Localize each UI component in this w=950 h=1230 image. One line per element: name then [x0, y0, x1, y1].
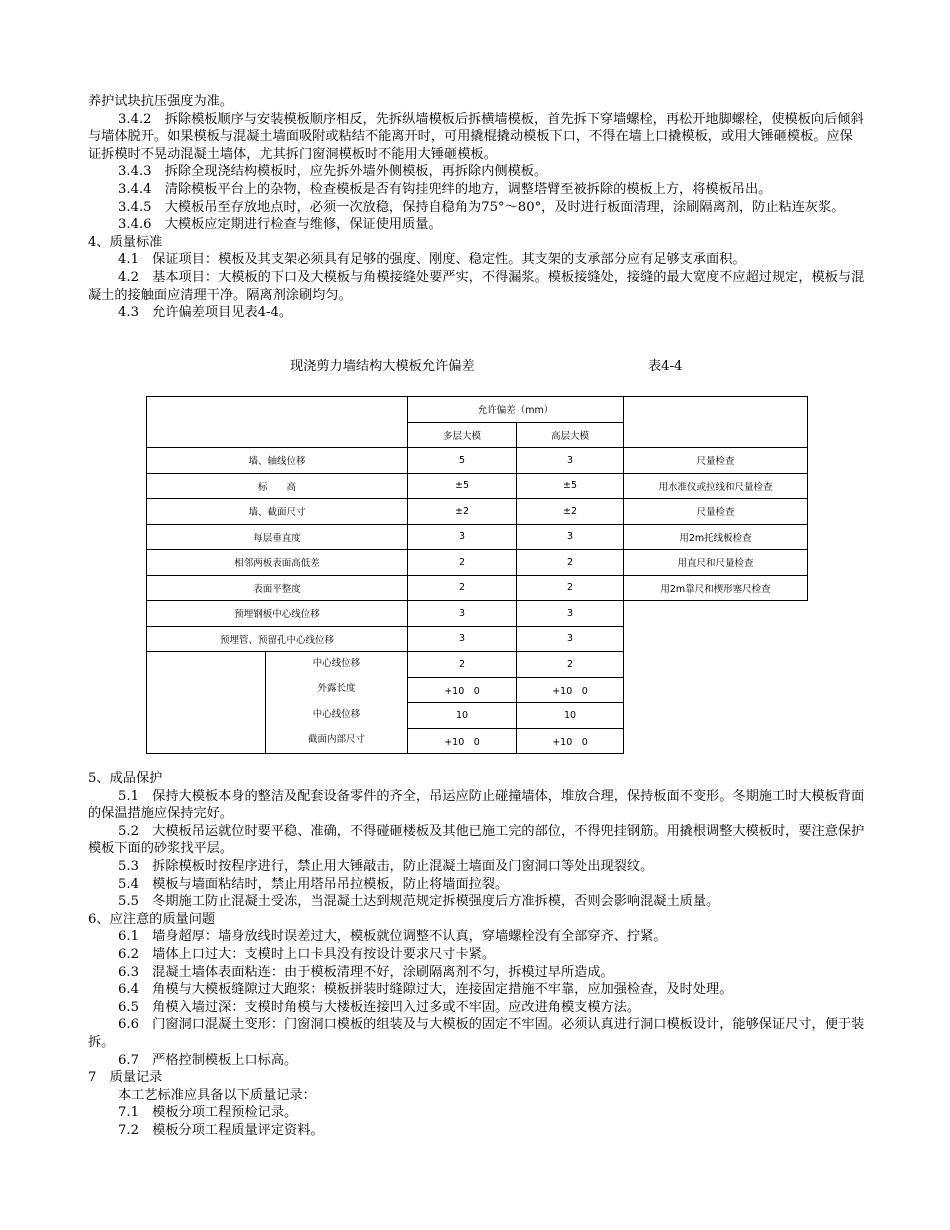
- table-row: [147, 524, 808, 550]
- table-method-cell: 尺量检查: [624, 499, 808, 525]
- table-sub-spacer: [147, 728, 265, 753]
- table-sub-item-cell: [147, 677, 408, 703]
- table-blank-cell: [624, 728, 808, 754]
- after-paragraph: 5.4 模板与墙面粘结时，禁止用塔吊吊拉模板，防止将墙面拉裂。: [118, 876, 509, 892]
- table-multi-cell: 3: [408, 601, 517, 627]
- table-row: [147, 626, 808, 652]
- table-item-cell: 相邻两板表面高低差: [147, 550, 408, 576]
- table-caption: [290, 358, 710, 376]
- table-high-cell: ±2: [517, 499, 624, 525]
- before-paragraph: 3.4.3 拆除全现浇结构模板时，应先拆外墙外侧模板，再拆除内侧模板。: [118, 164, 548, 180]
- after-paragraph: 7.1 模板分项工程预检记录。: [118, 1105, 298, 1121]
- table-sub-high-cell: +10 0: [517, 677, 624, 703]
- tolerance-table: [146, 396, 808, 754]
- table-high-cell: 3: [517, 601, 624, 627]
- table-sub-spacer: [147, 652, 265, 677]
- table-multi-cell: ±2: [408, 499, 517, 525]
- table-blank-cell: [624, 677, 808, 703]
- table-sub-row: [147, 677, 808, 703]
- table-multi-cell: ±5: [408, 473, 517, 499]
- table-method-cell: 用直尺和尺量检查: [624, 550, 808, 576]
- table-high-cell: 2: [517, 575, 624, 601]
- table-sub-multi-cell: +10 0: [408, 677, 517, 703]
- table-blank-cell: [624, 626, 808, 652]
- before-paragraph: 养护试块抗压强度为准。: [88, 94, 234, 109]
- after-paragraph: 6.2 墙体上口过大：支模时上口卡具没有按设计要求尺寸卡紧。: [118, 946, 496, 962]
- table-sub-item-cell: [147, 728, 408, 754]
- table-method-cell: 用2m靠尺和楔形塞尺检查: [624, 575, 808, 601]
- table-sub-item-label: 中心线位移: [265, 703, 407, 729]
- table-sub-row: [147, 652, 808, 678]
- table-row: [147, 473, 808, 499]
- table-high-cell: ±5: [517, 473, 624, 499]
- table-sub-multi-cell: 10: [408, 703, 517, 729]
- after-paragraph: 6、应注意的质量问题: [88, 911, 216, 927]
- section-before-table: [88, 93, 866, 322]
- table-sub-row: [147, 728, 808, 754]
- table-blank-cell: [624, 652, 808, 678]
- table-row: [147, 448, 808, 474]
- header-group-cell: 允许偏差（mm）: [408, 397, 624, 423]
- table-method-cell: 用2m托线板检查: [624, 524, 808, 550]
- table-caption-number: 表4-4: [648, 359, 683, 374]
- table-header-row-1: [147, 397, 808, 423]
- after-paragraph: 5、成品保护: [88, 771, 163, 786]
- after-paragraph: 本工艺标准应具备以下质量记录：: [118, 1087, 316, 1103]
- table-row: [147, 550, 808, 576]
- table-method-cell: 尺量检查: [624, 448, 808, 474]
- before-paragraph: 3.4.4 清除模板平台上的杂物，检查模板是否有钩挂兜绊的地方，调整塔臂至被拆除的模板上方，将模板吊出。: [118, 181, 772, 197]
- after-paragraph: 7.2 模板分项工程质量评定资料。: [118, 1122, 324, 1138]
- header-method-cell: [624, 397, 808, 448]
- after-paragraph: 5.3 拆除模板时按程序进行，禁止用大锤敲击，防止混凝土墙面及门窗洞口等处出现裂纹。: [118, 858, 654, 874]
- table-sub-multi-cell: 2: [408, 652, 517, 678]
- table-sub-high-cell: +10 0: [517, 728, 624, 754]
- before-paragraph: 4.2 基本项目：大模板的下口及大模板与角模接缝处要严实，不得漏浆。模板接缝处，接缝的最大宽度不应超过规定，模板与混凝土的接触面应清理干净。隔离剂涂刷均匀。: [88, 269, 865, 303]
- table-rows: [147, 448, 808, 754]
- table-sub-item-label: 外露长度: [265, 677, 407, 703]
- after-paragraph: 6.5 角模入墙过深：支模时角模与大楼板连接凹入过多或不牢固。应改进角模支模方法。: [118, 999, 641, 1015]
- before-paragraph: 3.4.2 拆除模板顺序与安装模板顺序相反，先拆纵墙模板后拆横墙模板，首先拆下穿墙螺栓，再松开地脚螺栓，使模板向后倾斜与墙体脱开。如果模板与混凝土墙面吸附或粘结不能离开时，可用撬棍撬动模板下口，不得在墙上口撬模板，或用大锤砸模板。应保证拆模时不晃动混凝土墙体，尤其拆门窗洞模板时不能用大锤砸模板。: [88, 111, 864, 162]
- table-sub-multi-cell: +10 0: [408, 728, 517, 754]
- after-paragraph: 6.3 混凝土墙体表面粘连：由于模板清理不好，涂刷隔离剂不匀，拆模过早所造成。: [118, 964, 614, 980]
- table-item-cell: 预埋钢板中心线位移: [147, 601, 408, 627]
- after-paragraph: 7 质量记录: [88, 1070, 163, 1086]
- before-paragraph: 4、质量标准: [88, 234, 163, 250]
- table-item-cell: 标 高: [147, 473, 408, 499]
- table-multi-cell: 2: [408, 550, 517, 576]
- table-sub-item-label: 截面内部尺寸: [265, 728, 407, 753]
- after-paragraph: 6.1 墙身超厚：墙身放线时误差过大，模板就位调整不认真，穿墙螺栓没有全部穿齐、拧紧。: [118, 929, 667, 945]
- before-paragraph: 4.1 保证项目：模板及其支架必须具有足够的强度、刚度、稳定性。其支架的支承部分应有足够支承面积。: [118, 252, 746, 268]
- before-paragraph: 3.4.5 大模板吊至存放地点时，必须一次放稳，保持自稳角为75°～80°，及时进行板面清理，涂刷隔离剂，防止粘连灰浆。: [118, 199, 845, 215]
- document-body: [88, 93, 866, 322]
- table-sub-spacer: [147, 677, 265, 703]
- before-paragraph: 4.3 允许偏差项目见表4-4。: [118, 305, 293, 321]
- table-multi-cell: 3: [408, 524, 517, 550]
- table-item-cell: 预埋管、预留孔中心线位移: [147, 626, 408, 652]
- table-sub-spacer: [147, 703, 265, 729]
- table-method-cell: 用水准仪或拉线和尺量检查: [624, 473, 808, 499]
- table-item-cell: 每层垂直度: [147, 524, 408, 550]
- header-multi-cell: 多层大模: [408, 422, 517, 448]
- table-sub-high-cell: 10: [517, 703, 624, 729]
- after-paragraph: 6.7 严格控制模板上口标高。: [118, 1052, 298, 1068]
- table-sub-row: [147, 703, 808, 729]
- header-high-cell: 高层大模: [517, 422, 624, 448]
- table-multi-cell: 2: [408, 575, 517, 601]
- section-after-table: [88, 770, 866, 1139]
- table-item-cell: 墙、轴线位移: [147, 448, 408, 474]
- after-paragraph: 5.2 大模板吊运就位时要平稳、准确，不得碰砸楼板及其他已施工完的部位，不得兜挂钢筋。用撬根调整大模板时，要注意保护模板下面的砂浆找平层。: [88, 823, 865, 857]
- table-high-cell: 3: [517, 626, 624, 652]
- table-row: [147, 499, 808, 525]
- document-body-after: [88, 770, 866, 1139]
- table-row: [147, 601, 808, 627]
- table-multi-cell: 3: [408, 626, 517, 652]
- after-paragraph: 6.4 角模与大模板缝隙过大跑浆：模板拼装时缝隙过大，连接固定措施不牢靠，应加强检查，及时处理。: [118, 982, 733, 998]
- table-sub-item-cell: [147, 703, 408, 729]
- table-multi-cell: 5: [408, 448, 517, 474]
- table-sub-item-label: 中心线位移: [265, 652, 407, 677]
- table-sub-high-cell: 2: [517, 652, 624, 678]
- after-paragraph: 5.5 冬期施工防止混凝土受冻，当混凝土达到规范规定拆模强度后方准拆模，否则会影响混凝土质量。: [118, 894, 720, 910]
- table-high-cell: 2: [517, 550, 624, 576]
- table-caption-title: 现浇剪力墙结构大模板允许偏差: [290, 359, 475, 374]
- table-high-cell: 3: [517, 524, 624, 550]
- table-row: [147, 575, 808, 601]
- table-blank-cell: [624, 703, 808, 729]
- before-paragraph: 3.4.6 大模板应定期进行检查与维修，保证使用质量。: [118, 217, 442, 233]
- after-paragraph: 5.1 保持大模板本身的整洁及配套设备零件的齐全，吊运应防止碰撞墙体，堆放合理，保持板面不变形。冬期施工时大模板背面的保温措施应保持完好。: [88, 788, 865, 822]
- table-blank-cell: [624, 601, 808, 627]
- after-paragraph: 6.6 门窗洞口混凝土变形：门窗洞口模板的组装及与大模板的固定不牢固。必须认真进行洞口模板设计，能够保证尺寸，便于装拆。: [88, 1017, 865, 1050]
- table-sub-item-cell: [147, 652, 408, 678]
- table-item-cell: 表面平整度: [147, 575, 408, 601]
- header-item-cell: [147, 397, 408, 448]
- table-high-cell: 3: [517, 448, 624, 474]
- table-item-cell: 墙、截面尺寸: [147, 499, 408, 525]
